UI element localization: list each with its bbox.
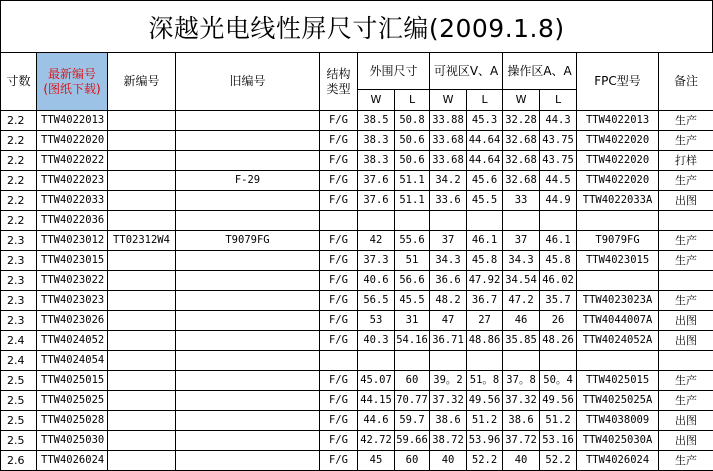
cell-view-w[interactable]: 38.6	[430, 411, 467, 431]
cell-old-code[interactable]	[176, 211, 320, 231]
table-row	[1, 251, 713, 271]
cell-outer-w[interactable]: 38.3	[358, 151, 395, 171]
cell-outer-l[interactable]: 60	[395, 371, 430, 391]
cell-remark[interactable]: 出图	[659, 431, 713, 451]
cell-latest-code[interactable]: TTW4022023	[37, 171, 108, 191]
cell-remark[interactable]: 生产	[659, 291, 713, 311]
cell-op-w[interactable]: 37。8	[503, 371, 540, 391]
cell-size[interactable]: 2.5	[1, 411, 37, 431]
cell-view-l[interactable]: 27	[467, 311, 503, 331]
cell-op-w[interactable]: 35.85	[503, 331, 540, 351]
table-row	[1, 111, 713, 131]
cell-latest-code[interactable]: TTW4025028	[37, 411, 108, 431]
header-view-area: 可视区V、A	[430, 53, 503, 90]
table-row	[1, 411, 713, 431]
cell-outer-l[interactable]	[395, 211, 430, 231]
cell-view-w[interactable]: 36.71	[430, 331, 467, 351]
cell-fpc[interactable]: TTW4024052A	[577, 331, 659, 351]
cell-remark[interactable]: 生产	[659, 391, 713, 411]
header-outer-w: W	[358, 90, 395, 111]
cell-outer-l[interactable]: 50.6	[395, 151, 430, 171]
cell-view-w[interactable]: 33.88	[430, 111, 467, 131]
header-latest-code[interactable]	[37, 53, 108, 111]
cell-op-l[interactable]: 43.75	[540, 131, 577, 151]
sheet-title: 深越光电线性屏尺寸汇编(2009.1.8)	[0, 0, 713, 52]
cell-view-w[interactable]: 37	[430, 231, 467, 251]
cell-size[interactable]: 2.2	[1, 211, 37, 231]
cell-outer-l[interactable]: 56.6	[395, 271, 430, 291]
cell-outer-l[interactable]: 51.1	[395, 171, 430, 191]
cell-new-code[interactable]	[108, 271, 176, 291]
cell-outer-w[interactable]: 40.3	[358, 331, 395, 351]
cell-old-code[interactable]	[176, 311, 320, 331]
table-row	[1, 231, 713, 251]
table-row	[1, 331, 713, 351]
cell-view-l[interactable]: 47.92	[467, 271, 503, 291]
cell-old-code[interactable]	[176, 411, 320, 431]
table-row	[1, 131, 713, 151]
table-row	[1, 391, 713, 411]
cell-view-l[interactable]	[467, 351, 503, 371]
cell-op-w[interactable]: 32.68	[503, 131, 540, 151]
cell-fpc[interactable]: TTW4023015	[577, 251, 659, 271]
cell-op-w[interactable]: 32.68	[503, 171, 540, 191]
table-row	[1, 351, 713, 371]
cell-old-code[interactable]	[176, 151, 320, 171]
cell-old-code[interactable]: T9079FG	[176, 231, 320, 251]
cell-op-l[interactable]: 53.16	[540, 431, 577, 451]
cell-op-w[interactable]: 33	[503, 191, 540, 211]
cell-fpc[interactable]: T9079FG	[577, 231, 659, 251]
cell-remark[interactable]: 生产	[659, 111, 713, 131]
cell-outer-w[interactable]: 45	[358, 451, 395, 471]
table-row	[1, 291, 713, 311]
cell-fpc[interactable]: TTW4044007A	[577, 311, 659, 331]
cell-new-code[interactable]	[108, 191, 176, 211]
cell-view-w[interactable]: 40	[430, 451, 467, 471]
header-view-w: W	[430, 90, 467, 111]
cell-op-l[interactable]	[540, 211, 577, 231]
cell-op-l[interactable]	[540, 351, 577, 371]
header-old-code: 旧编号	[176, 53, 320, 111]
cell-outer-w[interactable]	[358, 211, 395, 231]
cell-latest-code[interactable]: TTW4025015	[37, 371, 108, 391]
cell-remark[interactable]: 生产	[659, 251, 713, 271]
cell-remark[interactable]: 生产	[659, 371, 713, 391]
cell-structure[interactable]: F/G	[320, 331, 358, 351]
cell-op-l[interactable]: 44.5	[540, 171, 577, 191]
cell-latest-code[interactable]: TTW4022036	[37, 211, 108, 231]
cell-outer-w[interactable]: 40.6	[358, 271, 395, 291]
cell-structure[interactable]: F/G	[320, 111, 358, 131]
cell-old-code[interactable]	[176, 111, 320, 131]
header-latest-code-line1: 最新编号	[37, 67, 107, 82]
cell-view-l[interactable]	[467, 211, 503, 231]
cell-view-w[interactable]: 48.2	[430, 291, 467, 311]
cell-old-code[interactable]	[176, 391, 320, 411]
cell-size[interactable]: 2.2	[1, 191, 37, 211]
cell-latest-code[interactable]: TTW4023015	[37, 251, 108, 271]
header-fpc: FPC型号	[577, 53, 659, 111]
cell-view-w[interactable]: 33.6	[430, 191, 467, 211]
cell-op-l[interactable]: 46.02	[540, 271, 577, 291]
cell-outer-l[interactable]: 51.1	[395, 191, 430, 211]
cell-view-l[interactable]: 44.64	[467, 151, 503, 171]
cell-latest-code[interactable]: TTW4022033	[37, 191, 108, 211]
cell-outer-l[interactable]: 50.8	[395, 111, 430, 131]
cell-old-code[interactable]	[176, 271, 320, 291]
cell-outer-l[interactable]: 50.6	[395, 131, 430, 151]
cell-op-l[interactable]: 52.2	[540, 451, 577, 471]
cell-fpc[interactable]	[577, 211, 659, 231]
cell-outer-w[interactable]: 42	[358, 231, 395, 251]
cell-outer-l[interactable]: 70.77	[395, 391, 430, 411]
cell-op-w[interactable]: 40	[503, 451, 540, 471]
cell-latest-code[interactable]: TTW4023026	[37, 311, 108, 331]
cell-outer-w[interactable]: 37.6	[358, 191, 395, 211]
cell-view-l[interactable]: 45.3	[467, 111, 503, 131]
header-new-code: 新编号	[108, 53, 176, 111]
cell-size[interactable]: 2.5	[1, 391, 37, 411]
cell-fpc[interactable]: TTW4022033A	[577, 191, 659, 211]
cell-remark[interactable]	[659, 211, 713, 231]
cell-op-l[interactable]: 45.8	[540, 251, 577, 271]
cell-old-code[interactable]	[176, 251, 320, 271]
cell-fpc[interactable]: TTW4025030A	[577, 431, 659, 451]
cell-structure[interactable]: F/G	[320, 131, 358, 151]
cell-view-l[interactable]: 51.2	[467, 411, 503, 431]
cell-op-l[interactable]: 50。4	[540, 371, 577, 391]
cell-old-code[interactable]	[176, 451, 320, 471]
cell-outer-w[interactable]: 42.72	[358, 431, 395, 451]
cell-view-w[interactable]: 33.68	[430, 151, 467, 171]
cell-op-l[interactable]: 35.7	[540, 291, 577, 311]
cell-outer-w[interactable]: 38.5	[358, 111, 395, 131]
cell-size[interactable]: 2.5	[1, 431, 37, 451]
cell-view-l[interactable]: 44.64	[467, 131, 503, 151]
cell-size[interactable]: 2.3	[1, 311, 37, 331]
cell-structure[interactable]: F/G	[320, 371, 358, 391]
cell-remark[interactable]: 出图	[659, 411, 713, 431]
cell-structure[interactable]: F/G	[320, 251, 358, 271]
size-table	[0, 52, 713, 471]
cell-view-l[interactable]: 45.6	[467, 171, 503, 191]
cell-op-w[interactable]: 38.6	[503, 411, 540, 431]
cell-outer-w[interactable]: 53	[358, 311, 395, 331]
cell-fpc[interactable]: TTW4022020	[577, 151, 659, 171]
cell-size[interactable]: 2.4	[1, 351, 37, 371]
cell-view-w[interactable]: 37.32	[430, 391, 467, 411]
header-structure-line2: 类型	[320, 82, 357, 97]
cell-new-code[interactable]	[108, 291, 176, 311]
cell-structure[interactable]	[320, 211, 358, 231]
cell-fpc[interactable]: TTW4023023A	[577, 291, 659, 311]
cell-new-code[interactable]	[108, 451, 176, 471]
cell-fpc[interactable]: TTW4026024	[577, 451, 659, 471]
cell-outer-w[interactable]	[358, 351, 395, 371]
cell-size[interactable]: 2.2	[1, 131, 37, 151]
cell-structure[interactable]: F/G	[320, 271, 358, 291]
header-op-l: L	[540, 90, 577, 111]
cell-size[interactable]: 2.5	[1, 371, 37, 391]
cell-latest-code[interactable]: TTW4022022	[37, 151, 108, 171]
cell-remark[interactable]: 生产	[659, 131, 713, 151]
cell-size[interactable]: 2.3	[1, 251, 37, 271]
table-row	[1, 171, 713, 191]
cell-op-w[interactable]: 32.28	[503, 111, 540, 131]
cell-size[interactable]: 2.6	[1, 451, 37, 471]
cell-op-w[interactable]: 46	[503, 311, 540, 331]
cell-new-code[interactable]	[108, 251, 176, 271]
table-row	[1, 211, 713, 231]
cell-structure[interactable]: F/G	[320, 231, 358, 251]
cell-outer-w[interactable]: 37.3	[358, 251, 395, 271]
header-row-1	[1, 53, 713, 90]
cell-new-code[interactable]	[108, 391, 176, 411]
cell-old-code[interactable]	[176, 131, 320, 151]
cell-size[interactable]: 2.2	[1, 111, 37, 131]
cell-fpc[interactable]	[577, 271, 659, 291]
cell-structure[interactable]: F/G	[320, 411, 358, 431]
cell-view-l[interactable]: 51。8	[467, 371, 503, 391]
cell-op-l[interactable]: 48.26	[540, 331, 577, 351]
cell-view-w[interactable]: 38.72	[430, 431, 467, 451]
cell-latest-code[interactable]: TTW4022013	[37, 111, 108, 131]
cell-structure[interactable]: F/G	[320, 451, 358, 471]
cell-fpc[interactable]: TTW4025015	[577, 371, 659, 391]
table-row	[1, 451, 713, 471]
cell-view-w[interactable]: 34.3	[430, 251, 467, 271]
cell-new-code[interactable]	[108, 131, 176, 151]
cell-outer-l[interactable]	[395, 351, 430, 371]
cell-size[interactable]: 2.3	[1, 291, 37, 311]
cell-old-code[interactable]	[176, 431, 320, 451]
cell-structure[interactable]: F/G	[320, 291, 358, 311]
cell-latest-code[interactable]: TTW4024052	[37, 331, 108, 351]
cell-op-w[interactable]: 34.3	[503, 251, 540, 271]
cell-op-l[interactable]: 49.56	[540, 391, 577, 411]
cell-latest-code[interactable]: TTW4023012	[37, 231, 108, 251]
cell-view-w[interactable]: 39。2	[430, 371, 467, 391]
cell-remark[interactable]: 生产	[659, 451, 713, 471]
cell-op-l[interactable]: 44.3	[540, 111, 577, 131]
cell-op-l[interactable]: 46.1	[540, 231, 577, 251]
table-row	[1, 371, 713, 391]
header-structure	[320, 53, 358, 111]
cell-remark[interactable]	[659, 271, 713, 291]
cell-new-code[interactable]	[108, 311, 176, 331]
cell-outer-l[interactable]: 54.16	[395, 331, 430, 351]
table-row	[1, 191, 713, 211]
cell-view-w[interactable]: 34.2	[430, 171, 467, 191]
cell-outer-w[interactable]: 37.6	[358, 171, 395, 191]
cell-fpc[interactable]	[577, 351, 659, 371]
cell-latest-code[interactable]: TTW4025025	[37, 391, 108, 411]
cell-latest-code[interactable]: TTW4023022	[37, 271, 108, 291]
cell-view-l[interactable]: 48.86	[467, 331, 503, 351]
cell-remark[interactable]: 生产	[659, 171, 713, 191]
cell-remark[interactable]: 生产	[659, 231, 713, 251]
cell-fpc[interactable]: TTW4022013	[577, 111, 659, 131]
cell-new-code[interactable]	[108, 111, 176, 131]
header-outer-l: L	[395, 90, 430, 111]
cell-outer-l[interactable]: 31	[395, 311, 430, 331]
cell-old-code[interactable]: F-29	[176, 171, 320, 191]
cell-op-w[interactable]: 37.72	[503, 431, 540, 451]
cell-size[interactable]: 2.4	[1, 331, 37, 351]
cell-op-l[interactable]: 43.75	[540, 151, 577, 171]
cell-structure[interactable]	[320, 351, 358, 371]
cell-structure[interactable]: F/G	[320, 191, 358, 211]
header-op-area: 操作区A、A	[503, 53, 577, 90]
cell-op-l[interactable]: 51.2	[540, 411, 577, 431]
cell-size[interactable]: 2.3	[1, 231, 37, 251]
cell-outer-l[interactable]: 60	[395, 451, 430, 471]
cell-remark[interactable]	[659, 351, 713, 371]
cell-size[interactable]: 2.2	[1, 171, 37, 191]
cell-op-w[interactable]: 37.32	[503, 391, 540, 411]
cell-view-w[interactable]	[430, 351, 467, 371]
cell-outer-l[interactable]: 55.6	[395, 231, 430, 251]
cell-new-code[interactable]: TT02312W4	[108, 231, 176, 251]
cell-view-w[interactable]: 47	[430, 311, 467, 331]
cell-op-l[interactable]: 44.9	[540, 191, 577, 211]
cell-op-w[interactable]: 32.68	[503, 151, 540, 171]
cell-structure[interactable]: F/G	[320, 151, 358, 171]
cell-structure[interactable]: F/G	[320, 171, 358, 191]
cell-latest-code[interactable]: TTW4025030	[37, 431, 108, 451]
header-op-w: W	[503, 90, 540, 111]
cell-remark[interactable]: 出图	[659, 311, 713, 331]
cell-new-code[interactable]	[108, 411, 176, 431]
cell-size[interactable]: 2.2	[1, 151, 37, 171]
cell-view-l[interactable]: 49.56	[467, 391, 503, 411]
cell-outer-l[interactable]: 59.7	[395, 411, 430, 431]
cell-remark[interactable]: 出图	[659, 331, 713, 351]
header-size: 寸数	[1, 53, 37, 111]
table-row	[1, 271, 713, 291]
header-view-l: L	[467, 90, 503, 111]
cell-remark[interactable]: 出图	[659, 191, 713, 211]
cell-old-code[interactable]	[176, 331, 320, 351]
cell-outer-w[interactable]: 56.5	[358, 291, 395, 311]
cell-view-w[interactable]	[430, 211, 467, 231]
cell-op-w[interactable]	[503, 211, 540, 231]
cell-latest-code[interactable]: TTW4022020	[37, 131, 108, 151]
cell-old-code[interactable]	[176, 291, 320, 311]
cell-op-w[interactable]: 37	[503, 231, 540, 251]
cell-fpc[interactable]: TTW4038009	[577, 411, 659, 431]
cell-outer-w[interactable]: 38.3	[358, 131, 395, 151]
cell-view-l[interactable]: 36.7	[467, 291, 503, 311]
cell-new-code[interactable]	[108, 331, 176, 351]
cell-view-l[interactable]: 53.96	[467, 431, 503, 451]
cell-outer-w[interactable]: 44.6	[358, 411, 395, 431]
header-outer-size: 外围尺寸	[358, 53, 430, 90]
cell-outer-l[interactable]: 51	[395, 251, 430, 271]
cell-outer-l[interactable]: 45.5	[395, 291, 430, 311]
table-row	[1, 151, 713, 171]
cell-op-w[interactable]: 34.54	[503, 271, 540, 291]
cell-latest-code[interactable]: TTW4024054	[37, 351, 108, 371]
cell-view-l[interactable]: 46.1	[467, 231, 503, 251]
table-row	[1, 431, 713, 451]
cell-outer-w[interactable]: 44.15	[358, 391, 395, 411]
cell-view-l[interactable]: 52.2	[467, 451, 503, 471]
cell-view-l[interactable]: 45.8	[467, 251, 503, 271]
cell-new-code[interactable]	[108, 351, 176, 371]
cell-old-code[interactable]	[176, 371, 320, 391]
cell-structure[interactable]: F/G	[320, 311, 358, 331]
cell-new-code[interactable]	[108, 171, 176, 191]
cell-op-w[interactable]: 47.2	[503, 291, 540, 311]
cell-remark[interactable]: 打样	[659, 151, 713, 171]
cell-outer-l[interactable]: 59.66	[395, 431, 430, 451]
header-remark: 备注	[659, 53, 713, 111]
cell-fpc[interactable]: TTW4022020	[577, 171, 659, 191]
table-row	[1, 311, 713, 331]
cell-op-w[interactable]	[503, 351, 540, 371]
cell-fpc[interactable]: TTW4025025A	[577, 391, 659, 411]
cell-view-w[interactable]: 36.6	[430, 271, 467, 291]
cell-structure[interactable]: F/G	[320, 391, 358, 411]
cell-structure[interactable]: F/G	[320, 431, 358, 451]
cell-new-code[interactable]	[108, 371, 176, 391]
cell-latest-code[interactable]: TTW4023023	[37, 291, 108, 311]
header-structure-line1: 结构	[320, 67, 357, 82]
header-latest-code-line2: (图纸下载)	[37, 82, 107, 97]
cell-old-code[interactable]	[176, 191, 320, 211]
cell-size[interactable]: 2.3	[1, 271, 37, 291]
cell-fpc[interactable]: TTW4022020	[577, 131, 659, 151]
cell-new-code[interactable]	[108, 151, 176, 171]
cell-new-code[interactable]	[108, 431, 176, 451]
cell-view-w[interactable]: 33.68	[430, 131, 467, 151]
cell-view-l[interactable]: 45.5	[467, 191, 503, 211]
cell-latest-code[interactable]: TTW4026024	[37, 451, 108, 471]
cell-op-l[interactable]: 26	[540, 311, 577, 331]
cell-outer-w[interactable]: 45.07	[358, 371, 395, 391]
cell-new-code[interactable]	[108, 211, 176, 231]
cell-old-code[interactable]	[176, 351, 320, 371]
